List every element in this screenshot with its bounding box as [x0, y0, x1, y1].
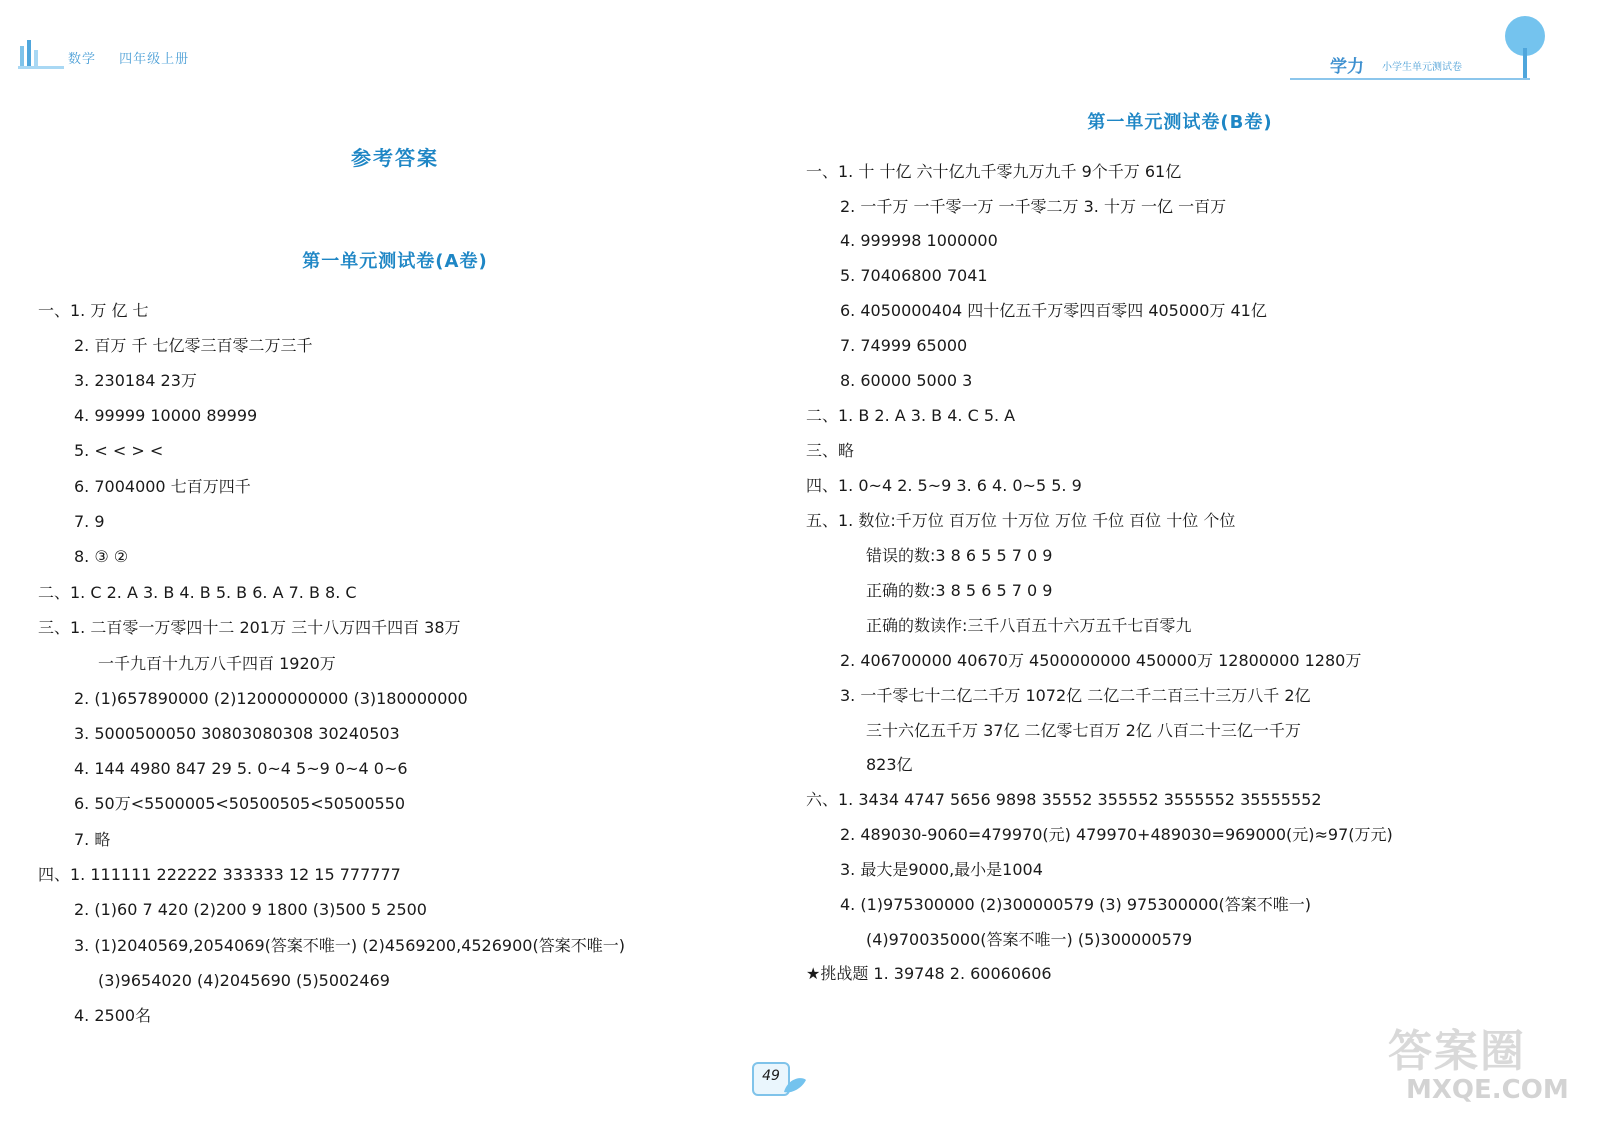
answer-line: 7. 9 — [74, 512, 105, 531]
answer-line: 6. 50万<5500005<50500505<50500550 — [74, 794, 406, 813]
answer-line: 2. 百万 千 七亿零三百零二万三千 — [74, 336, 313, 355]
grade-label: 四年级上册 — [119, 52, 190, 67]
answer-line: ★挑战题 1. 39748 2. 60060606 — [806, 964, 1052, 983]
answer-line: 2. 406700000 40670万 4500000000 450000万 12800000 1280万 — [840, 651, 1362, 670]
watermark — [1388, 1015, 1568, 1115]
answer-line: 8. ③ ② — [74, 547, 129, 566]
answer-line: 3. 最大是9000,最小是1004 — [840, 860, 1043, 879]
answer-line: 四、1. 0~4 2. 5~9 3. 6 4. 0~5 5. 9 — [806, 476, 1082, 495]
page-number-text: 49 — [762, 1068, 780, 1084]
watermark-url: MXQE.COM — [1406, 1075, 1569, 1105]
answer-line: 4. 2500名 — [74, 1006, 152, 1025]
answer-line: 二、1. C 2. A 3. B 4. B 5. B 6. A 7. B 8. C — [38, 583, 357, 602]
answer-line: 3. (1)2040569,2054069(答案不唯一) (2)4569200,4526900(答案不唯一) — [74, 936, 625, 955]
answer-line: 三、1. 二百零一万零四十二 201万 三十八万四千四百 38万 — [38, 618, 461, 637]
answer-line: 错误的数:3 8 6 5 5 7 0 9 — [866, 546, 1053, 565]
answer-line: 2. (1)60 7 420 (2)200 9 1800 (3)500 5 2500 — [74, 900, 427, 919]
answer-line: 三、略 — [806, 441, 855, 460]
answer-line: 六、1. 3434 4747 5656 9898 35552 355552 3555552 35555552 — [806, 790, 1322, 809]
subject-label: 数学 — [68, 52, 97, 67]
answer-line: 2. (1)657890000 (2)12000000000 (3)180000000 — [74, 689, 468, 708]
answer-line: 五、1. 数位:千万位 百万位 十万位 万位 千位 百位 十位 个位 — [806, 511, 1236, 530]
header-right — [1290, 14, 1550, 84]
watermark-text: 答案圈 — [1388, 1026, 1526, 1077]
series-label: 小学生单元测试卷 — [1382, 62, 1462, 73]
answer-line: 2. 一千万 一千零一万 一千零二万 3. 十万 一亿 一百万 — [840, 197, 1227, 216]
answer-line: 一千九百十九万八千四百 1920万 — [98, 654, 336, 673]
answer-line: 6. 7004000 七百万四千 — [74, 477, 251, 496]
answer-line: 4. 99999 10000 89999 — [74, 406, 258, 425]
answer-line: 823亿 — [866, 755, 913, 774]
header-bars-icon — [18, 38, 64, 70]
answer-line: 二、1. B 2. A 3. B 4. C 5. A — [806, 406, 1016, 425]
answer-line: 7. 略 — [74, 830, 111, 849]
answer-line: 4. 999998 1000000 — [840, 231, 998, 250]
answer-line: 3. 230184 23万 — [74, 371, 197, 390]
answer-line: 四、1. 111111 222222 333333 12 15 777777 — [38, 865, 401, 884]
answer-line: 5. < < > < — [74, 441, 164, 460]
answer-line: 6. 4050000404 四十亿五千万零四百零四 405000万 41亿 — [840, 301, 1267, 320]
answer-line: 8. 60000 5000 3 — [840, 371, 973, 390]
header-divider — [1290, 78, 1530, 80]
tree-icon — [1500, 14, 1550, 82]
answer-line: 5. 70406800 7041 — [840, 266, 988, 285]
brand-logo-text: 学力 — [1330, 57, 1364, 77]
answer-line: 7. 74999 65000 — [840, 336, 968, 355]
answer-line: (4)970035000(答案不唯一) (5)300000579 — [866, 930, 1193, 949]
answer-line: 3. 一千零七十二亿二千万 1072亿 二亿二千二百三十三万八千 2亿 — [840, 686, 1311, 705]
answer-line: 4. 144 4980 847 29 5. 0~4 5~9 0~4 0~6 — [74, 759, 408, 778]
section-b-title: 第一单元测试卷(B卷) — [1087, 112, 1273, 133]
answer-line: 正确的数读作:三千八百五十六万五千七百零九 — [866, 616, 1192, 635]
answer-line: 三十六亿五千万 37亿 二亿零七百万 2亿 八百二十三亿一千万 — [866, 721, 1301, 740]
answer-line: 正确的数:3 8 5 6 5 7 0 9 — [866, 581, 1053, 600]
leaf-icon — [782, 1076, 808, 1094]
page-title: 参考答案 — [351, 146, 439, 170]
section-a-title: 第一单元测试卷(A卷) — [302, 251, 488, 272]
answer-line: 一、1. 万 亿 七 — [38, 301, 149, 320]
header-left — [18, 38, 218, 78]
answer-line: 2. 489030-9060=479970(元) 479970+489030=969000(元)≈97(万元) — [840, 825, 1393, 844]
answer-line: 3. 5000500050 30803080308 30240503 — [74, 724, 400, 743]
answer-line: 一、1. 十 十亿 六十亿九千零九万九千 9个千万 61亿 — [806, 162, 1182, 181]
answer-line: (3)9654020 (4)2045690 (5)5002469 — [98, 971, 390, 990]
page-number — [752, 1062, 812, 1096]
answer-line: 4. (1)975300000 (2)300000579 (3) 975300000(答案不唯一) — [840, 895, 1311, 914]
